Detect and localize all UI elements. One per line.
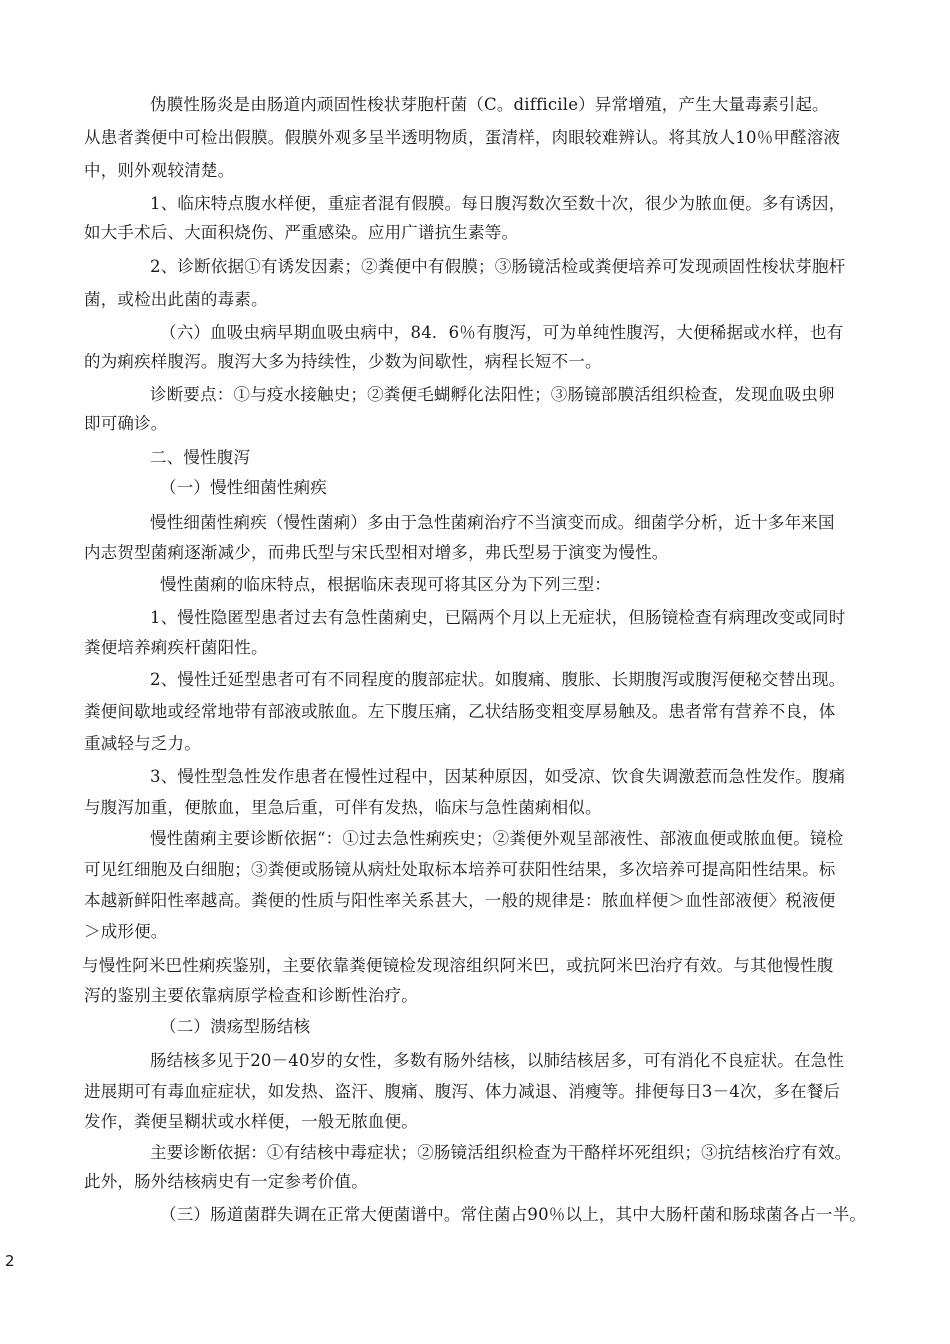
subsection-heading: （一）慢性细菌性痢疾 — [160, 478, 327, 497]
paragraph-line: 粪便培养痢疾杆菌阳性。 — [84, 638, 268, 657]
paragraph-line: 慢性菌痢的临床特点，根据临床表现可将其区分为下列三型： — [160, 575, 611, 594]
paragraph-line: 中，则外观较清楚。 — [84, 161, 235, 180]
paragraph-line: 可见红细胞及白细胞；③粪便或肠镜从病灶处取标本培养可获阳性结果，多次培养可提高阳性结果。标 — [84, 860, 836, 879]
paragraph-line: 发作，粪便呈糊状或水样便，一般无脓血便。 — [84, 1112, 418, 1131]
paragraph-line: 1、慢性隐匿型患者过去有急性菌痢史，已隔两个月以上无症状，但肠镜检查有病理改变或同时 — [150, 608, 846, 627]
paragraph-line: 主要诊断依据：①有结核中毒症状；②肠镜活组织检查为干酪样坏死组织；③抗结核治疗有效。 — [150, 1143, 852, 1162]
page-number: 2 — [5, 1252, 15, 1270]
paragraph-line: 慢性菌痢主要诊断依据“：①过去急性痢疾史；②粪便外观呈部液性、部液血便或脓血便。镜检 — [150, 829, 844, 848]
paragraph-line: 诊断要点：①与疫水接触史；②粪便毛蝴孵化法阳性；③肠镜部膜活组织检查，发现血吸虫卵 — [150, 385, 835, 404]
paragraph-line: 3、慢性型急性发作患者在慢性过程中，因某种原因，如受凉、饮食失调激惹而急性发作。腹痛 — [150, 767, 846, 786]
paragraph-line: 如大手术后、大面积烧伤、严重感染。应用广谱抗生素等。 — [84, 223, 519, 242]
paragraph-line: （三）肠道菌群失调在正常大便菌谱中。常住菌占90％以上，其中大肠杆菌和肠球菌各占一半。 — [160, 1205, 867, 1224]
paragraph-line: 慢性细菌性痢疾（慢性菌痢）多由于急性菌痢治疗不当演变而成。细菌学分析，近十多年来国 — [150, 513, 835, 532]
paragraph-line: 2、慢性迁延型患者可有不同程度的腹部症状。如腹痛、腹胀、长期腹泻或腹泻便秘交替出现。 — [150, 670, 846, 689]
paragraph-line: 肠结核多见于20－40岁的女性，多数有肠外结核，以肺结核居多，可有消化不良症状。在急性 — [150, 1051, 845, 1070]
paragraph-line: ＞成形便。 — [84, 922, 168, 941]
paragraph-line: 重减轻与乏力。 — [84, 734, 201, 753]
paragraph-line: 本越新鲜阳性率越高。粪便的性质与阳性率关系甚大，一般的规律是：脓血样便＞血性部液便〉税液便 — [84, 891, 836, 910]
paragraph-line: 进展期可有毒血症症状，如发热、盗汗、腹痛、腹泻、体力减退、消瘦等。排便每日3－4次，多在餐后 — [84, 1082, 841, 1101]
paragraph-line: 泻的鉴别主要依靠病原学检查和诊断性治疗。 — [84, 986, 418, 1005]
paragraph-line: 与腹泻加重，便脓血，里急后重，可伴有发热，临床与急性菌痢相似。 — [84, 798, 602, 817]
paragraph-line: 此外，肠外结核病史有一定参考价值。 — [84, 1172, 368, 1191]
paragraph-line: 与慢性阿米巴性痢疾鉴别，主要依靠粪便镜检发现溶组织阿米巴，或抗阿米巴治疗有效。与其他慢性腹 — [82, 956, 834, 975]
paragraph-line: 1、临床特点腹水样便，重症者混有假膜。每日腹泻数次至数十次，很少为脓血便。多有诱因， — [150, 194, 846, 213]
paragraph-line: （六）血吸虫病早期血吸虫病中，84．6％有腹泻，可为单纯性腹泻，大便稀据或水样，也有 — [160, 323, 844, 342]
subsection-heading: （二）溃疡型肠结核 — [160, 1017, 311, 1036]
paragraph-line: 菌，或检出此菌的毒素。 — [84, 290, 268, 309]
paragraph-line: 的为痢疾样腹泻。腹泻大多为持续性，少数为间歇性，病程长短不一。 — [84, 352, 602, 371]
paragraph-line: 从患者粪便中可检出假膜。假膜外观多呈半透明物质，蛋清样，肉眼较难辨认。将其放人10％甲醛溶液 — [84, 128, 841, 147]
paragraph-line: 内志贺型菌痢逐渐减少，而弗氏型与宋氏型相对增多，弗氏型易于演变为慢性。 — [84, 543, 669, 562]
paragraph-line: 2、诊断依据①有诱发因素；②粪便中有假膜；③肠镜活检或粪便培养可发现顽固性梭状芽胞杆 — [150, 257, 846, 276]
paragraph-line: 伪膜性肠炎是由肠道内顽固性梭状芽胞杆菌（C。difficile）异常增殖，产生大量毒素引起。 — [150, 95, 829, 114]
section-heading: 二、慢性腹泻 — [150, 448, 251, 467]
paragraph-line: 粪便间歇地或经常地带有部液或脓血。左下腹压痛，乙状结肠变粗变厚易触及。患者常有营养不良，体 — [84, 702, 836, 721]
paragraph-line: 即可确诊。 — [84, 414, 168, 433]
